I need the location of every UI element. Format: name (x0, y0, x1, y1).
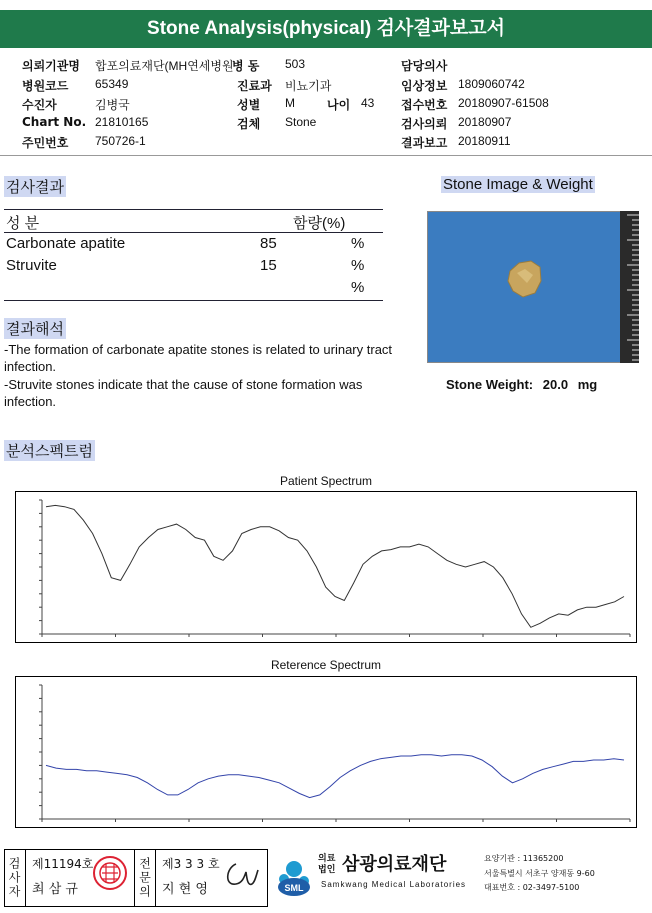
header-right-value: 20180907-61508 (458, 96, 549, 110)
stone-weight-label: Stone Weight: (446, 377, 534, 392)
header-left-label: 병원코드 (22, 79, 69, 93)
ward-value: 503 (285, 57, 306, 71)
interpretation-section-title: 결과해석 (6, 320, 64, 338)
header-right-value: 20180907 (458, 115, 512, 129)
result-content-value: 15 (260, 257, 277, 274)
spectrum-line (46, 755, 624, 798)
specialist-name: 지 현 영 (162, 882, 208, 897)
specialist-label-cell (134, 849, 156, 907)
header-right-label: 담당의사 (401, 59, 448, 73)
header-right-label: 임상정보 (401, 79, 448, 93)
header-left-value: 합포의료재단(MH연세병원 (95, 59, 234, 73)
header-left-label: Chart No. (22, 115, 87, 129)
org-type: 의료 법인 (318, 854, 336, 875)
examiner-name: 최 삼 규 (32, 882, 78, 897)
spectrum-axes (42, 500, 630, 634)
dept-value: 비뇨기과 (285, 79, 332, 93)
examiner-label: 검사자 (7, 857, 21, 899)
result-component-name: Carbonate apatite (6, 235, 126, 252)
interpretation-line-1: -The formation of carbonate apatite stones is related to urinary tract infection. (4, 342, 393, 374)
header-right-label: 검사의뢰 (401, 117, 448, 131)
results-section-title: 검사결과 (6, 178, 64, 196)
stone-weight (446, 377, 597, 392)
header-right-label: 접수번호 (401, 98, 448, 112)
result-content-unit: % (351, 279, 365, 296)
header-right-value: 1809060742 (458, 77, 525, 91)
spectrum-line (46, 505, 624, 627)
sex-value: M (285, 96, 295, 110)
org-name: 삼광의료재단 (342, 854, 447, 875)
specimen-label: 검체 (237, 117, 261, 131)
spectrum-axes (42, 685, 630, 819)
header-left-value: 21810165 (95, 115, 149, 129)
patient-spectrum-title: Patient Spectrum (279, 474, 373, 488)
org-code: 요양기관 : 11365200 (484, 854, 564, 863)
reference-spectrum-title: Reterence Spectrum (270, 658, 382, 672)
org-english-name: Samkwang Medical Laboratories (321, 880, 467, 889)
results-top-rule (4, 209, 383, 210)
col-component: 성 분 (6, 215, 40, 232)
sex-label: 성별 (237, 98, 261, 112)
specimen-value: Stone (285, 115, 317, 129)
org-address: 서울특별시 서초구 양재동 9-60 (484, 869, 595, 878)
col-content: 함량(%) (293, 215, 346, 232)
result-content-value: 85 (260, 235, 277, 252)
header-left-value: 750726-1 (95, 134, 146, 148)
examiner-seal-icon (92, 855, 128, 891)
specialist-label: 전문의 (137, 857, 152, 899)
sml-logo-icon (272, 851, 318, 897)
results-bottom-rule (4, 300, 383, 301)
ward-label: 병 동 (232, 59, 260, 73)
result-content-unit: % (351, 235, 365, 252)
dept-label: 진료과 (237, 79, 272, 93)
specialist-license: 제3 3 3 호 (162, 857, 220, 871)
specialist-signature-icon (222, 858, 262, 892)
header-left-value: 김병국 (95, 98, 130, 112)
results-header-rule (4, 232, 383, 233)
header-left-label: 의뢰기관명 (22, 59, 80, 73)
logo-text: SML (284, 883, 304, 893)
age-label: 나이 (327, 98, 351, 112)
report-title: Stone Analysis(physical) 검사결과보고서 (0, 10, 652, 48)
stone-photo (427, 211, 639, 363)
spectrum-section-title: 분석스펙트럼 (6, 442, 93, 460)
org-phone: 대표번호 : 02-3497-5100 (484, 883, 580, 892)
result-content-unit: % (351, 257, 365, 274)
header-left-label: 주민번호 (22, 136, 69, 150)
examiner-license: 제11194호 (32, 857, 94, 871)
patient-spectrum-chart (15, 491, 637, 643)
header-right-label: 결과보고 (401, 136, 448, 150)
stone-section-title: Stone Image & Weight (443, 176, 593, 193)
age-value: 43 (361, 96, 375, 110)
result-component-name: Struvite (6, 257, 57, 274)
stone-weight-value: 20.0 (542, 377, 569, 392)
header-left-value: 65349 (95, 77, 129, 91)
header-right-value: 20180911 (458, 134, 511, 148)
stone-weight-unit: mg (577, 377, 598, 392)
examiner-label-cell (4, 849, 26, 907)
header-left-label: 수진자 (22, 98, 57, 112)
interpretation-line-2: -Struvite stones indicate that the cause of stone formation was infection. (4, 377, 363, 409)
reference-spectrum-chart (15, 676, 637, 828)
